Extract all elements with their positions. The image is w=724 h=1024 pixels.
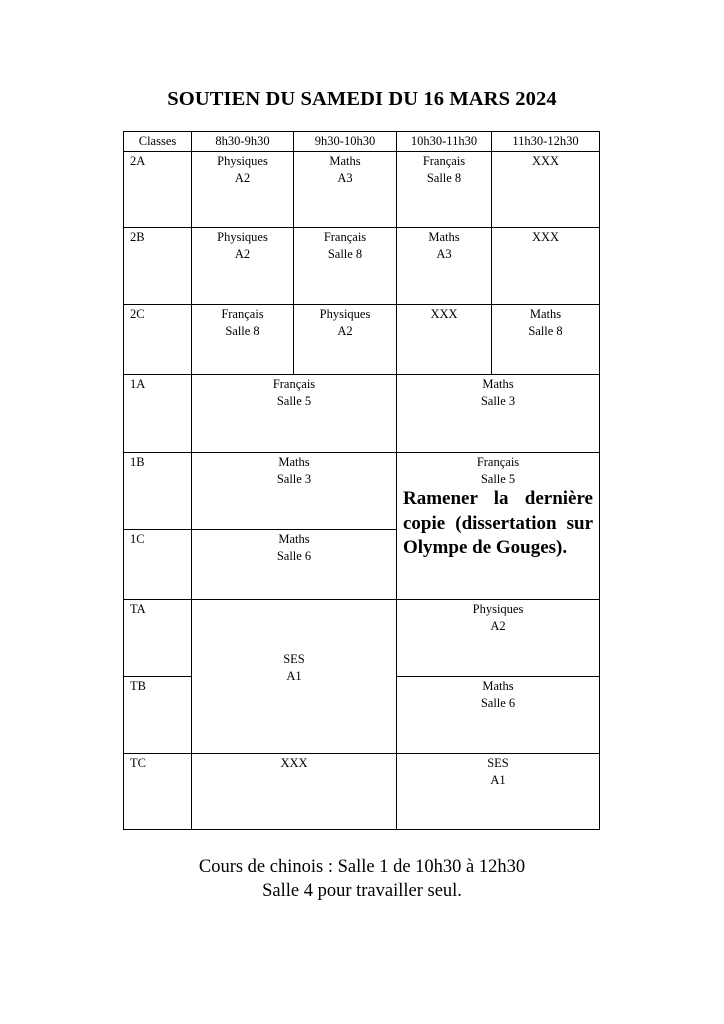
cell-ta-tb-morning: SES A1	[283, 652, 305, 683]
header-classes: Classes	[138, 134, 177, 148]
header-slot-1: 8h30-9h30	[215, 134, 270, 148]
cell-2b-slot4: XXX	[531, 230, 560, 244]
row-label-2b: 2B	[130, 230, 145, 244]
row-divider	[124, 676, 191, 677]
row-label-ta: TA	[130, 602, 146, 616]
cell-2a-slot1: Physiques A2	[217, 154, 268, 185]
cell-2c-slot4: Maths Salle 8	[528, 307, 563, 338]
row-label-1b: 1B	[130, 455, 145, 469]
row-divider	[124, 151, 599, 152]
cell-tc-late: SES A1	[487, 756, 509, 787]
cell-1c-morning: Maths Salle 6	[276, 532, 312, 563]
cell-2a-slot2: Maths A3	[329, 154, 361, 185]
cell-1a-morning: Français Salle 5	[272, 377, 316, 408]
row-label-tb: TB	[130, 679, 146, 693]
row-divider	[124, 529, 396, 530]
cell-2c-slot2: Physiques A2	[319, 307, 371, 338]
cell-2c-slot1: Français Salle 8	[221, 307, 264, 338]
cell-2b-slot3: Maths A3	[428, 230, 460, 261]
footer	[0, 856, 724, 903]
cell-2b-slot2: Français Salle 8	[323, 230, 367, 261]
cell-tc-morning: XXX	[280, 756, 308, 770]
cell-1b-morning: Maths Salle 3	[276, 455, 312, 486]
row-divider	[124, 753, 599, 754]
row-divider	[124, 304, 599, 305]
cell-2a-slot3: Français Salle 8	[422, 154, 466, 185]
cell-tb-late: Maths Salle 6	[480, 679, 516, 710]
row-label-2a: 2A	[130, 154, 146, 168]
row-divider	[396, 676, 599, 677]
row-label-tc: TC	[130, 756, 146, 770]
row-label-2c: 2C	[130, 307, 145, 321]
cell-2b-slot1: Physiques A2	[217, 230, 268, 261]
header-slot-4: 11h30-12h30	[512, 134, 579, 148]
row-divider	[124, 452, 599, 453]
row-divider	[124, 374, 599, 375]
cell-1b-late: Français Salle 5	[476, 455, 520, 486]
cell-1a-late: Maths Salle 3	[480, 377, 516, 408]
cell-ta-late: Physiques A2	[472, 602, 524, 633]
cell-2c-slot3: XXX	[430, 307, 458, 321]
schedule-table	[123, 131, 600, 830]
page-title: SOUTIEN DU SAMEDI DU 16 MARS 2024	[167, 88, 557, 110]
row-label-1a: 1A	[130, 377, 146, 391]
header-slot-3: 10h30-11h30	[410, 134, 478, 148]
footer-line-2: Salle 4 pour travailler seul.	[262, 880, 462, 901]
footer-line-1: Cours de chinois : Salle 1 de 10h30 à 12h30	[198, 857, 526, 877]
reminder-text: Ramener la dernière copie (dissertation sur Olympe de Gouges).	[403, 488, 593, 558]
row-divider	[124, 227, 599, 228]
row-divider	[124, 599, 599, 600]
header-slot-2: 9h30-10h30	[314, 134, 376, 148]
cell-2a-slot4: XXX	[531, 154, 560, 168]
row-label-1c: 1C	[130, 532, 145, 546]
reminder-note	[403, 487, 593, 561]
